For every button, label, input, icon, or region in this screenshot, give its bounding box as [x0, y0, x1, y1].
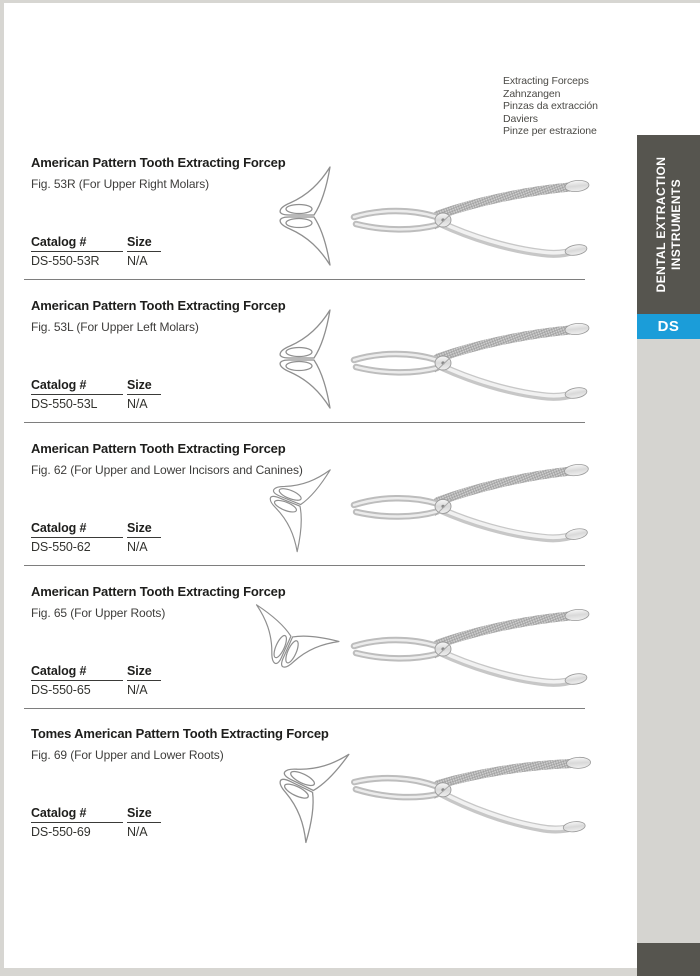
size-value: N/A	[127, 683, 148, 697]
size-header: Size	[127, 235, 161, 252]
rail-spacer	[637, 339, 700, 943]
translation-line: Pinzas da extracción	[503, 100, 598, 112]
catalog-table	[31, 664, 161, 697]
forceps-tip-diagram	[230, 595, 346, 695]
forceps-tip-diagram	[268, 306, 340, 412]
product-figure-caption: Fig. 53L (For Upper Left Molars)	[31, 320, 199, 334]
product-title: Tomes American Pattern Tooth Extracting Forcep	[31, 726, 329, 741]
category-rail	[637, 135, 700, 314]
catalog-column	[31, 806, 123, 839]
product-title: American Pattern Tooth Extracting Forcep	[31, 298, 286, 313]
catalog-number: DS-550-53R	[31, 254, 100, 268]
catalog-table	[31, 235, 161, 268]
catalog-column	[31, 664, 123, 697]
forceps-photo-illustration	[340, 167, 592, 271]
catalog-number: DS-550-62	[31, 540, 91, 554]
category-rail-text	[654, 157, 684, 293]
translation-line: Pinze per estrazione	[503, 125, 597, 137]
size-column	[127, 664, 161, 697]
catalog-number: DS-550-69	[31, 825, 91, 839]
product-figure-caption: Fig. 65 (For Upper Roots)	[31, 606, 166, 620]
product-title: American Pattern Tooth Extracting Forcep	[31, 584, 286, 599]
size-value: N/A	[127, 825, 148, 839]
catalog-number: DS-550-53L	[31, 397, 98, 411]
catalog-number: DS-550-65	[31, 683, 91, 697]
header-translations	[503, 75, 598, 138]
rail-footer-block	[637, 943, 700, 976]
catalog-header: Catalog #	[31, 664, 123, 681]
product-title: American Pattern Tooth Extracting Forcep	[31, 155, 286, 170]
product-section	[24, 435, 585, 566]
size-header: Size	[127, 664, 161, 681]
product-section	[24, 578, 585, 709]
forceps-photo-illustration	[340, 596, 592, 700]
size-value: N/A	[127, 397, 148, 411]
category-line1: DENTAL EXTRACTION	[653, 156, 668, 293]
catalog-table	[31, 806, 161, 839]
translation-line: Zahnzangen	[503, 87, 561, 100]
ds-tab-label: DS	[657, 318, 680, 335]
product-figure-caption: Fig. 62 (For Upper and Lower Incisors and Canines)	[31, 463, 303, 477]
size-column	[127, 521, 161, 554]
size-header: Size	[127, 378, 161, 395]
forceps-tip-diagram	[268, 163, 340, 269]
translation-line: Daviers	[503, 112, 538, 125]
forceps-photo-illustration	[337, 731, 594, 848]
translation-line: Extracting Forceps	[503, 75, 589, 87]
product-title: American Pattern Tooth Extracting Forcep	[31, 441, 286, 456]
size-header: Size	[127, 806, 161, 823]
catalog-column	[31, 521, 123, 554]
catalog-table	[31, 378, 161, 411]
size-header: Size	[127, 521, 161, 538]
product-figure-caption: Fig. 69 (For Upper and Lower Roots)	[31, 748, 224, 762]
size-column	[127, 378, 161, 411]
size-column	[127, 806, 161, 839]
size-value: N/A	[127, 254, 148, 268]
catalog-column	[31, 378, 123, 411]
forceps-photo-illustration	[340, 310, 592, 414]
catalog-header: Catalog #	[31, 806, 123, 823]
product-section	[24, 149, 585, 280]
category-rail-label	[637, 135, 700, 314]
size-column	[127, 235, 161, 268]
product-figure-caption: Fig. 53R (For Upper Right Molars)	[31, 177, 210, 191]
catalog-header: Catalog #	[31, 235, 123, 252]
catalog-column	[31, 235, 123, 268]
category-line2: INSTRUMENTS	[668, 178, 683, 271]
catalog-header: Catalog #	[31, 378, 123, 395]
catalog-table	[31, 521, 161, 554]
size-value: N/A	[127, 540, 148, 554]
catalog-header: Catalog #	[31, 521, 123, 538]
product-section	[24, 720, 585, 850]
catalog-page	[4, 3, 700, 968]
product-section	[24, 292, 585, 423]
forceps-photo-illustration	[339, 451, 593, 559]
ds-section-tab	[637, 314, 700, 339]
